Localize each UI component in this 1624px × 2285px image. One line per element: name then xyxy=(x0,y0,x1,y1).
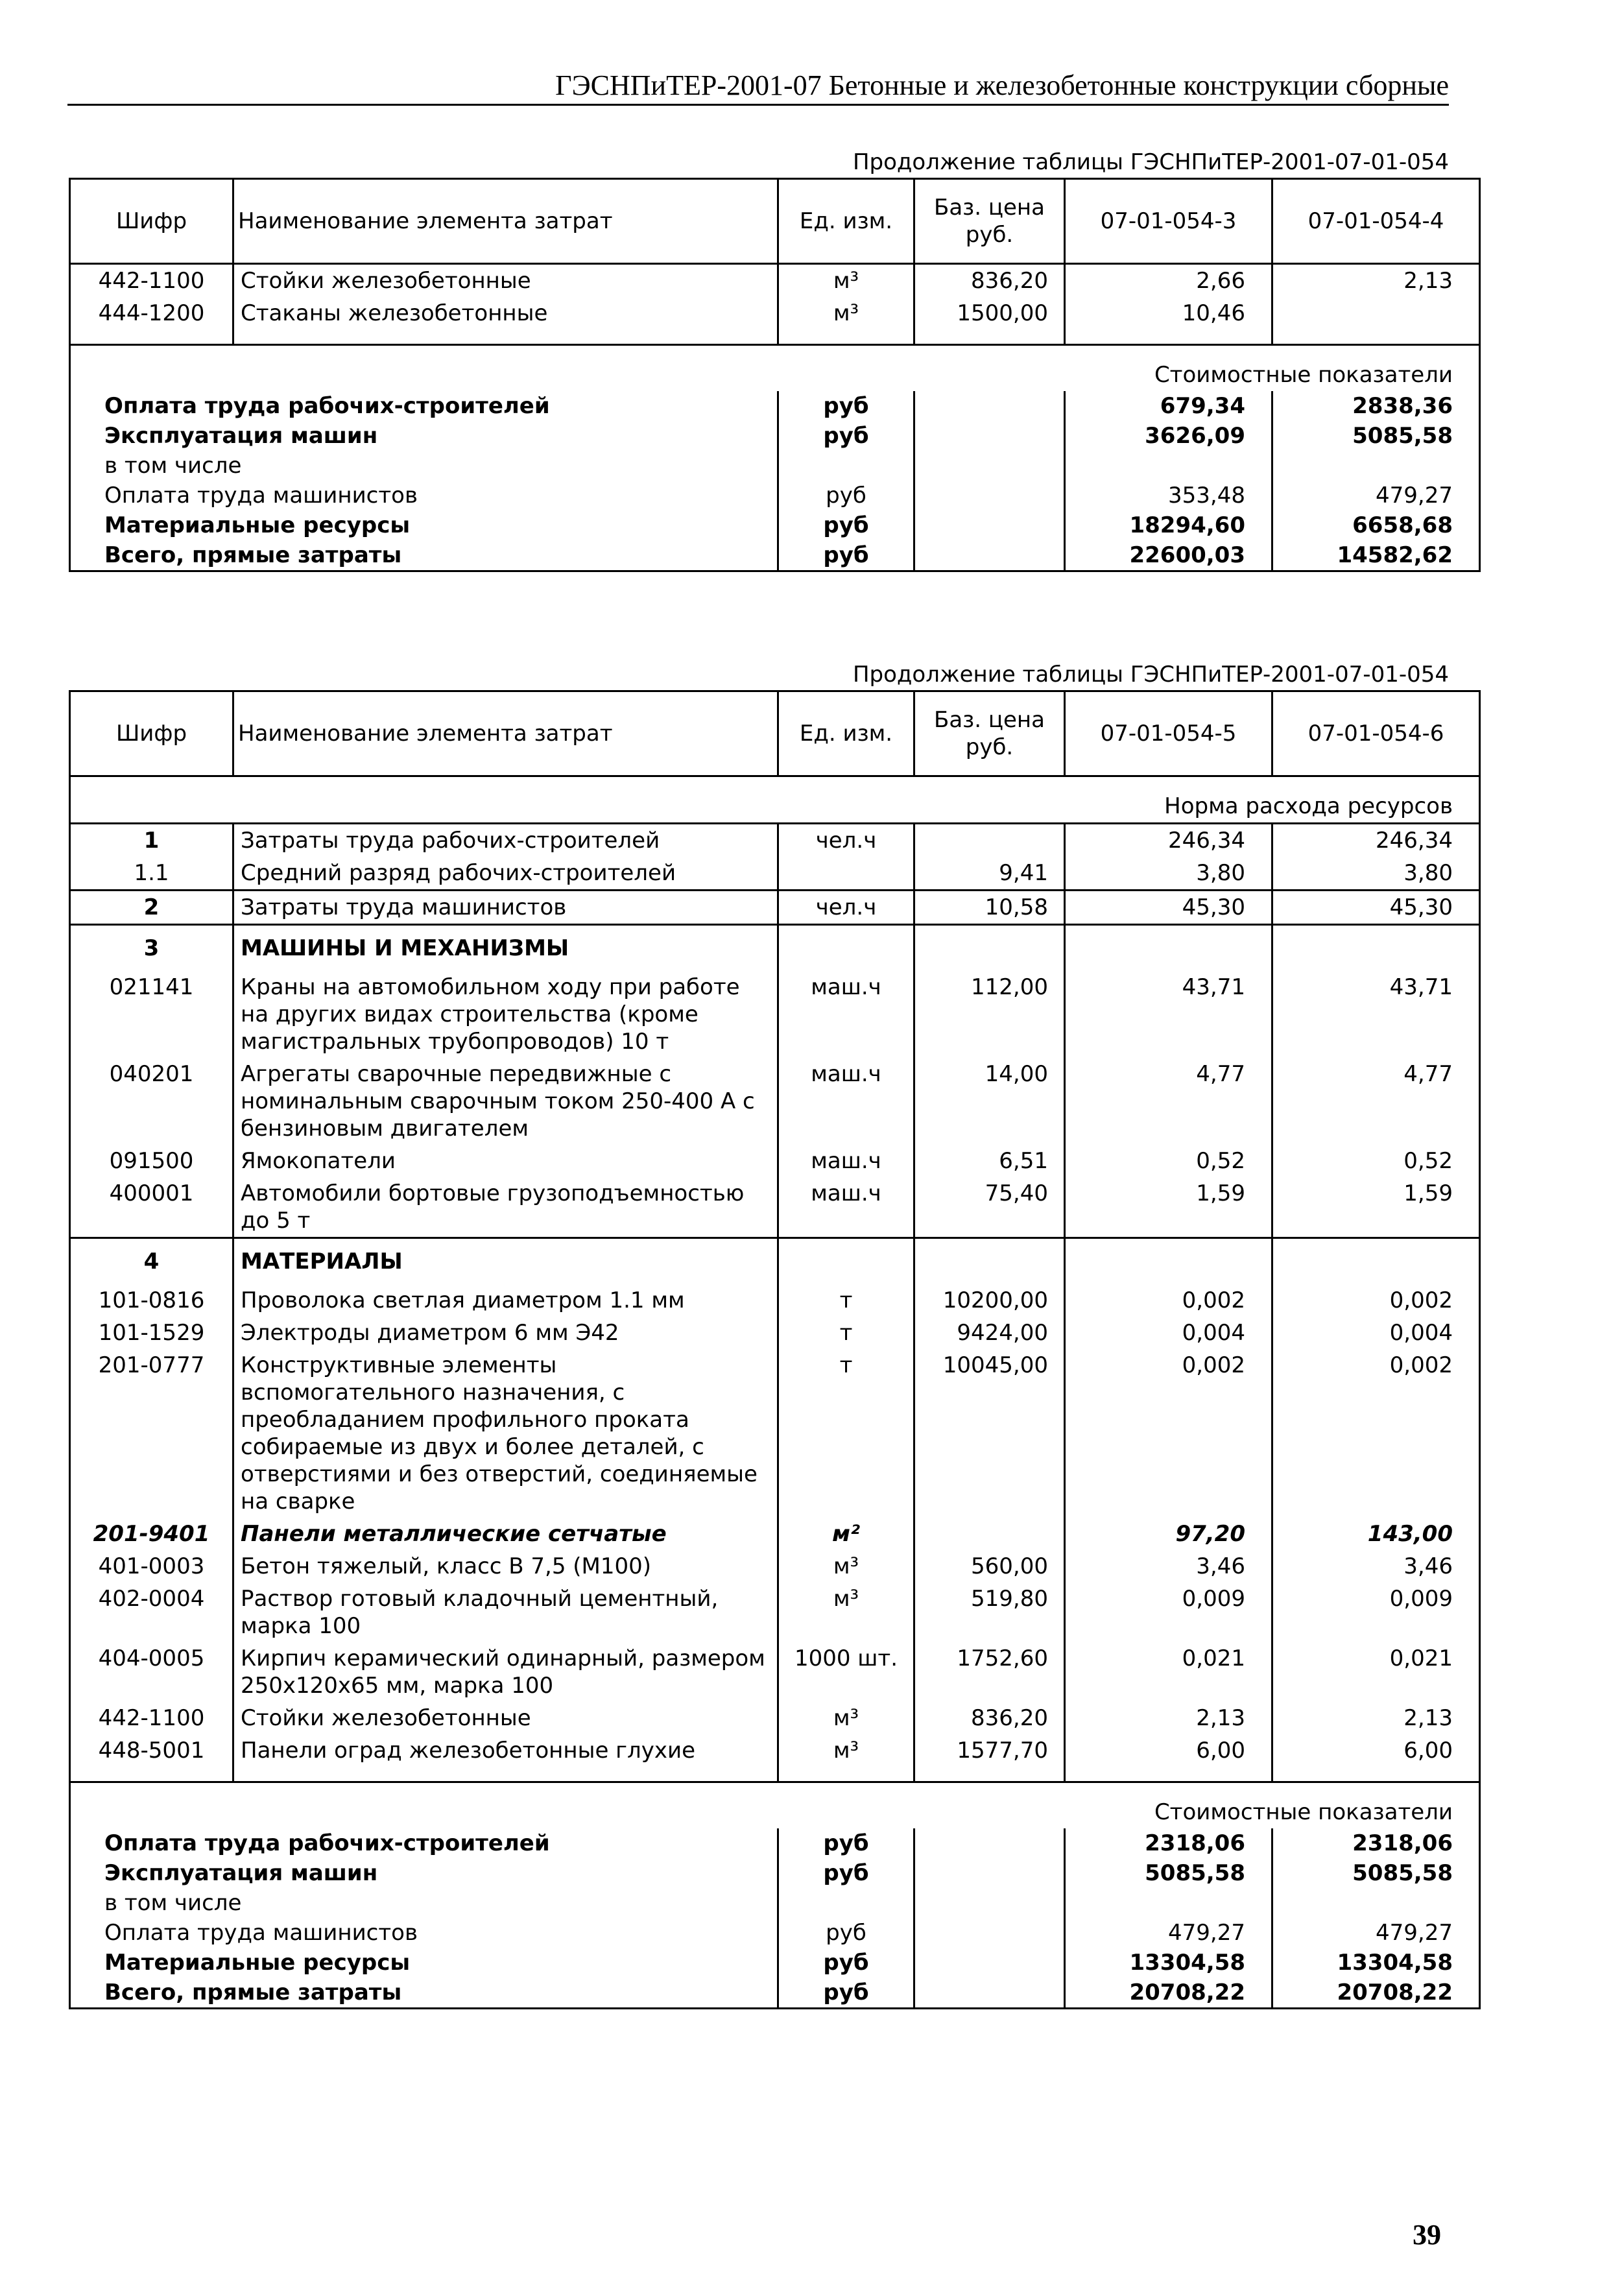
table-row xyxy=(70,1284,1480,1317)
row-value-a: 2,66 xyxy=(1065,264,1272,298)
row-name: Бетон тяжелый, класс В 7,5 (М100) xyxy=(233,1550,778,1583)
cost-row xyxy=(70,1948,1480,1978)
row-value-b: 2,13 xyxy=(1272,1702,1480,1734)
cost-value-a: 18294,60 xyxy=(1065,510,1272,540)
row-value-a: 6,00 xyxy=(1065,1734,1272,1767)
row-price: 10045,00 xyxy=(914,1349,1065,1518)
cost-value-b: 14582,62 xyxy=(1272,540,1480,571)
row-value-a: 0,52 xyxy=(1065,1145,1272,1177)
table-1-header-row xyxy=(70,179,1480,264)
cost-name: Эксплуатация машин xyxy=(70,1858,778,1888)
cost-value-b xyxy=(1272,1888,1480,1918)
table-row xyxy=(70,1177,1480,1238)
row-unit: маш.ч xyxy=(778,1177,914,1238)
table-2-cost-caption xyxy=(70,1782,1480,1829)
table-1-cost-caption-text: Стоимостные показатели xyxy=(70,345,1480,392)
table-1-continuation: Продолжение таблицы ГЭСНПиТЕР-2001-07-01-054 xyxy=(852,149,1449,175)
row-name: Проволока светлая диаметром 1.1 мм xyxy=(233,1284,778,1317)
table-row xyxy=(70,1349,1480,1518)
row-code: 404-0005 xyxy=(70,1642,233,1702)
cost-value-b xyxy=(1272,451,1480,481)
row-value-a: 97,20 xyxy=(1065,1518,1272,1550)
table-row xyxy=(70,1058,1480,1145)
row-price: 560,00 xyxy=(914,1550,1065,1583)
row-code: 1.1 xyxy=(70,857,233,891)
cost-row xyxy=(70,391,1480,421)
cost-name: Оплата труда машинистов xyxy=(70,481,778,510)
col-name-header: Наименование элемента затрат xyxy=(233,691,778,776)
cost-row xyxy=(70,1888,1480,1918)
row-value-a: 0,002 xyxy=(1065,1349,1272,1518)
cost-value-a: 2318,06 xyxy=(1065,1828,1272,1858)
col-code-header: Шифр xyxy=(70,179,233,264)
row-name: Краны на автомобильном ходу при работе на других видах строительства (кроме магистральных трубопроводов) 10 т xyxy=(233,971,778,1058)
row-price: 75,40 xyxy=(914,1177,1065,1238)
cost-value-b: 479,27 xyxy=(1272,481,1480,510)
row-name: Затраты труда машинистов xyxy=(233,891,778,925)
row-price xyxy=(914,824,1065,857)
table-row xyxy=(70,925,1480,972)
row-name: Стаканы железобетонные xyxy=(233,297,778,329)
row-value-b xyxy=(1272,925,1480,972)
row-value-b: 1,59 xyxy=(1272,1177,1480,1238)
table-1 xyxy=(69,178,1481,572)
row-price: 519,80 xyxy=(914,1583,1065,1642)
col-price-header: Баз. цена руб. xyxy=(914,691,1065,776)
cost-row xyxy=(70,1978,1480,2009)
cost-value-a: 20708,22 xyxy=(1065,1978,1272,2009)
cost-row xyxy=(70,481,1480,510)
table-2-body xyxy=(70,776,1480,2009)
row-unit xyxy=(778,1238,914,1285)
row-name: Раствор готовый кладочный цементный, марка 100 xyxy=(233,1583,778,1642)
row-name: Ямокопатели xyxy=(233,1145,778,1177)
row-code: 201-0777 xyxy=(70,1349,233,1518)
row-name: Автомобили бортовые грузоподъемностью до 5 т xyxy=(233,1177,778,1238)
cost-unit: руб xyxy=(778,540,914,571)
table-1-cost-caption xyxy=(70,345,1480,392)
cost-price-empty xyxy=(914,1888,1065,1918)
row-value-b: 0,002 xyxy=(1272,1284,1480,1317)
row-price xyxy=(914,1238,1065,1285)
col-unit-header: Ед. изм. xyxy=(778,179,914,264)
row-value-b: 0,021 xyxy=(1272,1642,1480,1702)
table-2-header-row xyxy=(70,691,1480,776)
cost-name: в том числе xyxy=(70,1888,778,1918)
row-value-b: 246,34 xyxy=(1272,824,1480,857)
row-value-b: 0,52 xyxy=(1272,1145,1480,1177)
cost-row xyxy=(70,510,1480,540)
row-unit: м³ xyxy=(778,1550,914,1583)
cost-value-a xyxy=(1065,451,1272,481)
row-value-b: 0,009 xyxy=(1272,1583,1480,1642)
cost-value-a: 13304,58 xyxy=(1065,1948,1272,1978)
cost-price-empty xyxy=(914,391,1065,421)
cost-unit: руб xyxy=(778,391,914,421)
row-code: 442-1100 xyxy=(70,264,233,298)
row-code: 040201 xyxy=(70,1058,233,1145)
row-code: 448-5001 xyxy=(70,1734,233,1767)
row-value-a: 1,59 xyxy=(1065,1177,1272,1238)
cost-value-a: 353,48 xyxy=(1065,481,1272,510)
table-2 xyxy=(69,690,1481,2009)
row-code: 4 xyxy=(70,1238,233,1285)
row-value-b: 3,80 xyxy=(1272,857,1480,891)
table-row xyxy=(70,1702,1480,1734)
cost-unit: руб xyxy=(778,1978,914,2009)
col-name-header: Наименование элемента затрат xyxy=(233,179,778,264)
cost-unit: руб xyxy=(778,510,914,540)
table-2-continuation: Продолжение таблицы ГЭСНПиТЕР-2001-07-01-054 xyxy=(852,662,1449,688)
row-value-b xyxy=(1272,1238,1480,1285)
cost-price-empty xyxy=(914,1978,1065,2009)
row-name: Стойки железобетонные xyxy=(233,264,778,298)
row-unit: м² xyxy=(778,1518,914,1550)
cost-value-a: 479,27 xyxy=(1065,1918,1272,1948)
row-price: 10200,00 xyxy=(914,1284,1065,1317)
cost-unit: руб xyxy=(778,1828,914,1858)
table-row xyxy=(70,891,1480,925)
row-name: Панели металлические сетчатые xyxy=(233,1518,778,1550)
row-name: Средний разряд рабочих-строителей xyxy=(233,857,778,891)
cost-name: Оплата труда рабочих-строителей xyxy=(70,1828,778,1858)
row-value-a: 10,46 xyxy=(1065,297,1272,329)
table-2-norm-caption-text: Норма расхода ресурсов xyxy=(70,776,1480,824)
row-name: Кирпич керамический одинарный, размером 250х120х65 мм, марка 100 xyxy=(233,1642,778,1702)
page-header xyxy=(67,65,1449,106)
row-code: 1 xyxy=(70,824,233,857)
spacer-row xyxy=(70,1767,1480,1782)
cost-name: Всего, прямые затраты xyxy=(70,1978,778,2009)
row-value-a: 45,30 xyxy=(1065,891,1272,925)
table-row xyxy=(70,1734,1480,1767)
spacer-row xyxy=(70,329,1480,345)
row-unit: чел.ч xyxy=(778,824,914,857)
cost-unit: руб xyxy=(778,481,914,510)
row-value-a: 4,77 xyxy=(1065,1058,1272,1145)
row-price xyxy=(914,925,1065,972)
row-price: 112,00 xyxy=(914,971,1065,1058)
row-code: 2 xyxy=(70,891,233,925)
page-number: 39 xyxy=(1413,2219,1441,2251)
cost-unit: руб xyxy=(778,1918,914,1948)
cost-row xyxy=(70,1918,1480,1948)
col-b-header: 07-01-054-6 xyxy=(1272,691,1480,776)
row-unit: м³ xyxy=(778,264,914,298)
cost-value-b: 5085,58 xyxy=(1272,421,1480,451)
row-price: 10,58 xyxy=(914,891,1065,925)
row-code: 201-9401 xyxy=(70,1518,233,1550)
row-name: Конструктивные элементы вспомогательного назначения, с преобладанием профильного проката собираемые из двух и более деталей, с отверстиями и без отверстий, соединяемые на сварке xyxy=(233,1349,778,1518)
row-unit: маш.ч xyxy=(778,1058,914,1145)
row-price: 9,41 xyxy=(914,857,1065,891)
cost-value-b: 2838,36 xyxy=(1272,391,1480,421)
row-code: 442-1100 xyxy=(70,1702,233,1734)
row-unit: т xyxy=(778,1284,914,1317)
cost-price-empty xyxy=(914,1918,1065,1948)
cost-price-empty xyxy=(914,451,1065,481)
table-row xyxy=(70,1518,1480,1550)
table-row xyxy=(70,1583,1480,1642)
cost-unit: руб xyxy=(778,421,914,451)
row-value-b: 0,004 xyxy=(1272,1317,1480,1349)
row-value-b: 45,30 xyxy=(1272,891,1480,925)
table-row xyxy=(70,1145,1480,1177)
cost-name: Оплата труда машинистов xyxy=(70,1918,778,1948)
row-code: 021141 xyxy=(70,971,233,1058)
cost-price-empty xyxy=(914,421,1065,451)
col-a-header: 07-01-054-3 xyxy=(1065,179,1272,264)
cost-unit xyxy=(778,1888,914,1918)
row-unit: 1000 шт. xyxy=(778,1642,914,1702)
row-price xyxy=(914,1518,1065,1550)
cost-name: Эксплуатация машин xyxy=(70,421,778,451)
row-code: 402-0004 xyxy=(70,1583,233,1642)
row-name: МАШИНЫ И МЕХАНИЗМЫ xyxy=(233,925,778,972)
row-price: 1752,60 xyxy=(914,1642,1065,1702)
row-value-b: 0,002 xyxy=(1272,1349,1480,1518)
cost-row xyxy=(70,421,1480,451)
table-row xyxy=(70,971,1480,1058)
table-row xyxy=(70,1642,1480,1702)
document-title: ГЭСНПиТЕР-2001-07 Бетонные и железобетонные конструкции сборные xyxy=(555,69,1449,101)
cost-unit: руб xyxy=(778,1948,914,1978)
row-value-b: 143,00 xyxy=(1272,1518,1480,1550)
cost-name: Материальные ресурсы xyxy=(70,510,778,540)
row-unit: м³ xyxy=(778,1583,914,1642)
row-price: 1577,70 xyxy=(914,1734,1065,1767)
cost-value-a xyxy=(1065,1888,1272,1918)
row-code: 401-0003 xyxy=(70,1550,233,1583)
cost-row xyxy=(70,1828,1480,1858)
row-price: 14,00 xyxy=(914,1058,1065,1145)
row-value-b: 3,46 xyxy=(1272,1550,1480,1583)
row-value-a: 0,004 xyxy=(1065,1317,1272,1349)
row-unit: чел.ч xyxy=(778,891,914,925)
table-row xyxy=(70,297,1480,329)
row-code: 101-0816 xyxy=(70,1284,233,1317)
col-b-header: 07-01-054-4 xyxy=(1272,179,1480,264)
row-value-a: 0,002 xyxy=(1065,1284,1272,1317)
cost-value-b: 6658,68 xyxy=(1272,510,1480,540)
cost-row xyxy=(70,451,1480,481)
table-2-cost-caption-text: Стоимостные показатели xyxy=(70,1782,1480,1829)
cost-price-empty xyxy=(914,1828,1065,1858)
table-row xyxy=(70,1317,1480,1349)
table-1-block xyxy=(69,149,1453,572)
row-value-b: 43,71 xyxy=(1272,971,1480,1058)
col-code-header: Шифр xyxy=(70,691,233,776)
cost-value-b: 479,27 xyxy=(1272,1918,1480,1948)
row-unit: маш.ч xyxy=(778,971,914,1058)
cost-value-b: 5085,58 xyxy=(1272,1858,1480,1888)
col-price-header: Баз. цена руб. xyxy=(914,179,1065,264)
row-price: 1500,00 xyxy=(914,297,1065,329)
row-value-b xyxy=(1272,297,1480,329)
table-row xyxy=(70,264,1480,298)
cost-price-empty xyxy=(914,1948,1065,1978)
row-value-a xyxy=(1065,925,1272,972)
cost-value-a: 5085,58 xyxy=(1065,1858,1272,1888)
cost-value-b: 2318,06 xyxy=(1272,1828,1480,1858)
row-price: 836,20 xyxy=(914,264,1065,298)
cost-row xyxy=(70,1858,1480,1888)
row-name: Затраты труда рабочих-строителей xyxy=(233,824,778,857)
row-code: 444-1200 xyxy=(70,297,233,329)
cost-name: Оплата труда рабочих-строителей xyxy=(70,391,778,421)
row-unit: т xyxy=(778,1349,914,1518)
cost-price-empty xyxy=(914,540,1065,571)
row-name: Панели оград железобетонные глухие xyxy=(233,1734,778,1767)
row-code: 3 xyxy=(70,925,233,972)
table-1-body xyxy=(70,264,1480,571)
col-a-header: 07-01-054-5 xyxy=(1065,691,1272,776)
cost-value-a: 679,34 xyxy=(1065,391,1272,421)
row-unit: маш.ч xyxy=(778,1145,914,1177)
row-value-a: 3,80 xyxy=(1065,857,1272,891)
cost-name: в том числе xyxy=(70,451,778,481)
row-value-a: 2,13 xyxy=(1065,1702,1272,1734)
cost-name: Материальные ресурсы xyxy=(70,1948,778,1978)
row-name: Агрегаты сварочные передвижные с номинальным сварочным током 250-400 А с бензиновым двигателем xyxy=(233,1058,778,1145)
cost-unit xyxy=(778,451,914,481)
table-2-norm-caption xyxy=(70,776,1480,824)
cost-price-empty xyxy=(914,1858,1065,1888)
row-unit: м³ xyxy=(778,1702,914,1734)
row-name: Электроды диаметром 6 мм Э42 xyxy=(233,1317,778,1349)
row-value-b: 6,00 xyxy=(1272,1734,1480,1767)
table-row xyxy=(70,1550,1480,1583)
row-value-a: 246,34 xyxy=(1065,824,1272,857)
row-value-a: 0,009 xyxy=(1065,1583,1272,1642)
row-code: 091500 xyxy=(70,1145,233,1177)
cost-row xyxy=(70,540,1480,571)
row-unit: т xyxy=(778,1317,914,1349)
table-2-block xyxy=(69,662,1453,2009)
cost-price-empty xyxy=(914,481,1065,510)
row-price: 6,51 xyxy=(914,1145,1065,1177)
row-name: Стойки железобетонные xyxy=(233,1702,778,1734)
row-price: 9424,00 xyxy=(914,1317,1065,1349)
table-row xyxy=(70,1238,1480,1285)
cost-price-empty xyxy=(914,510,1065,540)
row-unit: м³ xyxy=(778,1734,914,1767)
row-unit: м³ xyxy=(778,297,914,329)
cost-value-b: 13304,58 xyxy=(1272,1948,1480,1978)
row-code: 400001 xyxy=(70,1177,233,1238)
col-unit-header: Ед. изм. xyxy=(778,691,914,776)
cost-value-a: 3626,09 xyxy=(1065,421,1272,451)
row-unit xyxy=(778,925,914,972)
row-price: 836,20 xyxy=(914,1702,1065,1734)
cost-value-b: 20708,22 xyxy=(1272,1978,1480,2009)
row-value-a: 43,71 xyxy=(1065,971,1272,1058)
row-name: МАТЕРИАЛЫ xyxy=(233,1238,778,1285)
row-value-a: 3,46 xyxy=(1065,1550,1272,1583)
cost-name: Всего, прямые затраты xyxy=(70,540,778,571)
row-value-b: 2,13 xyxy=(1272,264,1480,298)
table-row xyxy=(70,824,1480,857)
row-value-a xyxy=(1065,1238,1272,1285)
row-unit xyxy=(778,857,914,891)
cost-value-a: 22600,03 xyxy=(1065,540,1272,571)
row-value-a: 0,021 xyxy=(1065,1642,1272,1702)
row-code: 101-1529 xyxy=(70,1317,233,1349)
row-value-b: 4,77 xyxy=(1272,1058,1480,1145)
cost-unit: руб xyxy=(778,1858,914,1888)
table-row xyxy=(70,857,1480,891)
